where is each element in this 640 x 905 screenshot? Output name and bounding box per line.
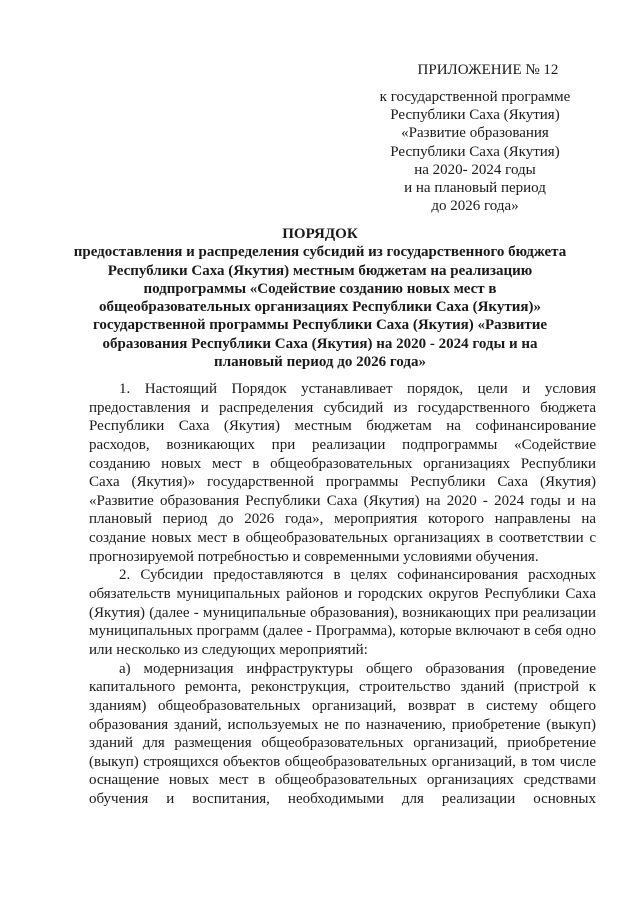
body-line: или несколько из следующих мероприятий:	[89, 641, 368, 658]
appendix-line: на 2020- 2024 годы	[414, 161, 536, 178]
body-line: 1. Настоящий Порядок устанавливает порядок, цели и условия	[119, 381, 596, 397]
appendix-title: ПРИЛОЖЕНИЕ № 12	[417, 62, 559, 78]
appendix-subtitle	[378, 88, 572, 215]
appendix-line: «Развитие образования	[401, 125, 549, 142]
body-line: плановый период до 2026 года», мероприятия которого направлены на	[89, 511, 596, 528]
body-line: оснащение новых мест в общеобразовательных организациях средствами	[89, 772, 596, 789]
document-heading	[70, 225, 570, 371]
body-line: создание новых мест в общеобразовательных организациях в соответствии с	[89, 530, 596, 547]
body-line: муниципальных программ (далее - Программа), которые включают в себя одно	[89, 623, 596, 640]
heading-line: подпрограммы «Содействие созданию новых мест в	[143, 280, 497, 297]
body-line: «Развитие образования Республики Саха (Якутия) на 2020 - 2024 годы и на	[89, 492, 596, 509]
heading-line: образования Республики Саха (Якутия) на 2020 - 2024 годы и на	[102, 335, 538, 352]
body-line: обучения и воспитания, необходимыми для реализации основных	[89, 791, 596, 808]
body-line: расходов, возникающих при реализации подпрограммы «Содействие	[89, 436, 596, 453]
body-line: 2. Субсидии предоставляются в целях софинансирования расходных	[119, 567, 596, 584]
heading-line: плановый период до 2026 года»	[214, 354, 426, 371]
heading-line: общеобразовательных организациях Республики Саха (Якутия)»	[99, 299, 541, 316]
heading-title: ПОРЯДОК	[282, 226, 358, 242]
body-line: (выкуп) строящихся объектов общеобразовательных организаций, в том числе	[89, 753, 596, 770]
heading-line: государственной программы Республики Саха (Якутия) «Развитие	[92, 317, 548, 334]
body-line: зданий для размещения общеобразовательных организаций, приобретение	[89, 735, 596, 752]
body-line: капитального ремонта, реконструкция, строительство зданий (пристрой к	[89, 679, 596, 696]
heading-line: Республики Саха (Якутия) местным бюджетам на реализацию	[107, 262, 533, 279]
body-line: зданиям) общеобразовательных организаций, возврат в систему общего	[89, 697, 596, 714]
body-line: обязательств муниципальных районов и городских округов Республики Саха	[89, 586, 596, 603]
body-line: Саха (Якутия)» государственной программы Республики Саха (Якутия)	[89, 474, 596, 491]
body-line: прогнозируемой потребностью и современными условиями обучения.	[89, 548, 539, 565]
body-line: образования зданий, используемых не по назначению, приобретение (выкуп)	[89, 716, 596, 733]
appendix-line: Республики Саха (Якутия)	[390, 143, 560, 160]
body-line: а) модернизация инфраструктуры общего образования (проведение	[119, 660, 596, 677]
heading-line: предоставления и распределения субсидий из государственного бюджета	[73, 244, 567, 261]
body-line: Республики Саха (Якутия) местным бюджетам на софинансирование	[89, 418, 596, 435]
body-line: (Якутия) (далее - муниципальные образования), возникающих при реализации	[89, 604, 596, 621]
appendix-line: до 2026 года»	[431, 198, 519, 215]
appendix-line: к государственной программе	[379, 89, 571, 105]
body-line: созданию новых мест в общеобразовательных организациях Республики	[89, 455, 596, 472]
appendix-line: и на плановый период	[404, 180, 546, 197]
appendix-line: Республики Саха (Якутия)	[390, 107, 560, 124]
document-body	[89, 380, 596, 809]
body-line: предоставления и распределения субсидий из государственного бюджета	[89, 399, 596, 416]
